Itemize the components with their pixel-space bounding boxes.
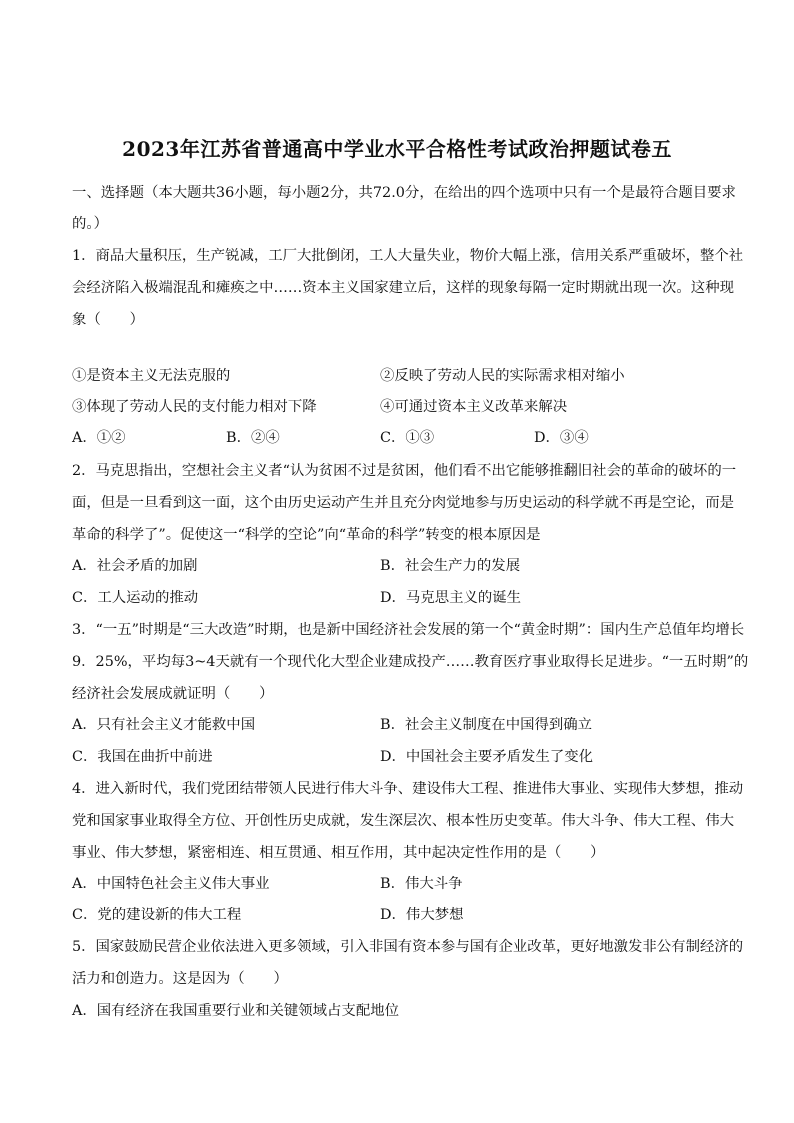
option-a: A．①② — [72, 430, 126, 446]
question-1-statements-row-2 — [0, 397, 794, 417]
question-1-options — [0, 428, 794, 448]
question-3-options-row-2 — [0, 747, 794, 767]
question-1-stem-line-2: 会经济陷入极端混乱和瘫痪之中……资本主义国家建立后，这样的现象每隔一定时期就出现一次。这种现 — [72, 280, 734, 296]
question-3-stem-line-2: 9．25%，平均每3~4天就有一个现代化大型企业建成投产……教育医疗事业取得长足进步。“一五时期”的 — [72, 654, 749, 670]
option-b: B．伟大斗争 — [380, 876, 463, 892]
option-b: B．社会主义制度在中国得到确立 — [380, 717, 593, 733]
section-instructions-line-1: 一、选择题（本大题共36小题，每小题2分，共72.0分，在给出的四个选项中只有一个是最符合题目要求 — [72, 185, 736, 201]
question-2-stem-line-2: 面，但是一旦看到这一面，这个由历史运动产生并且充分肉觉地参与历史运动的科学就不再是空论，而是 — [72, 495, 734, 511]
question-2-stem-line-1: 2．马克思指出，空想社会主义者“认为贫困不过是贫困，他们看不出它能够推翻旧社会的革命的破坏的一 — [72, 463, 737, 479]
statement-2: ②反映了劳动人民的实际需求相对缩小 — [380, 368, 625, 384]
option-c: C．工人运动的推动 — [72, 590, 199, 606]
option-d: D．伟大梦想 — [380, 907, 464, 923]
section-instructions-line-2: 的。） — [72, 216, 108, 232]
option-c: C．我国在曲折中前进 — [72, 749, 213, 765]
question-2-options-row-1 — [0, 556, 794, 576]
option-d: D．中国社会主要矛盾发生了变化 — [380, 749, 594, 765]
option-c: C．①③ — [380, 430, 435, 446]
option-b: B．②④ — [226, 430, 280, 446]
statement-4: ④可通过资本主义改革来解决 — [380, 399, 568, 415]
question-4-stem-line-1: 4．进入新时代，我们党团结带领人民进行伟大斗争、建设伟大工程、推进伟大事业、实现伟大梦想，推动 — [72, 781, 744, 797]
question-1-stem-line-3: 象（ ） — [72, 312, 144, 328]
question-1-stem-line-1: 1．商品大量积压，生产锐减，工厂大批倒闭，工人大量失业，物价大幅上涨，信用关系严重破坏，整个社 — [72, 248, 744, 264]
question-4-stem-line-3: 事业、伟大梦想，紧密相连、相互贯通、相互作用，其中起决定性作用的是（ ） — [72, 845, 605, 861]
question-4-stem-line-2: 党和国家事业取得全方位、开创性历史成就，发生深层次、根本性历史变革。伟大斗争、伟大工程、伟大 — [72, 813, 734, 829]
question-3-stem-line-1: 3．“一五”时期是“三大改造”时期，也是新中国经济社会发展的第一个“黄金时期”：国内生产总值年均增长 — [72, 622, 745, 638]
question-3-options-row-1 — [0, 715, 794, 735]
question-1-statements-row-1 — [0, 366, 794, 386]
option-c: C．党的建设新的伟大工程 — [72, 907, 242, 923]
option-a: A．中国特色社会主义伟大事业 — [72, 876, 270, 892]
option-d: D．③④ — [534, 430, 589, 446]
statement-1: ①是资本主义无法克服的 — [72, 368, 231, 384]
option-a: A．只有社会主义才能救中国 — [72, 717, 256, 733]
statement-3: ③体现了劳动人民的支付能力相对下降 — [72, 399, 317, 415]
question-5-options-row-1 — [0, 1001, 794, 1021]
page-title: 2023年江苏省普通高中学业水平合格性考试政治押题试卷五 — [122, 137, 672, 161]
question-4-options-row-2 — [0, 905, 794, 925]
option-a: A．社会矛盾的加剧 — [72, 558, 198, 574]
question-2-stem-line-3: 革命的科学了”。促使这一“科学的空论”向“革命的科学”转变的根本原因是 — [72, 527, 541, 543]
question-4-options-row-1 — [0, 874, 794, 894]
question-3-stem-line-3: 经济社会发展成就证明（ ） — [72, 686, 274, 702]
question-5-stem-line-1: 5．国家鼓励民营企业依法进入更多领域，引入非国有资本参与国有企业改革，更好地激发非公有制经济的 — [72, 939, 744, 955]
question-5-stem-line-2: 活力和创造力。这是因为（ ） — [72, 971, 288, 987]
option-a: A．国有经济在我国重要行业和关键领域占支配地位 — [72, 1003, 399, 1019]
option-b: B．社会生产力的发展 — [380, 558, 521, 574]
option-d: D．马克思主义的诞生 — [380, 590, 522, 606]
question-2-options-row-2 — [0, 588, 794, 608]
